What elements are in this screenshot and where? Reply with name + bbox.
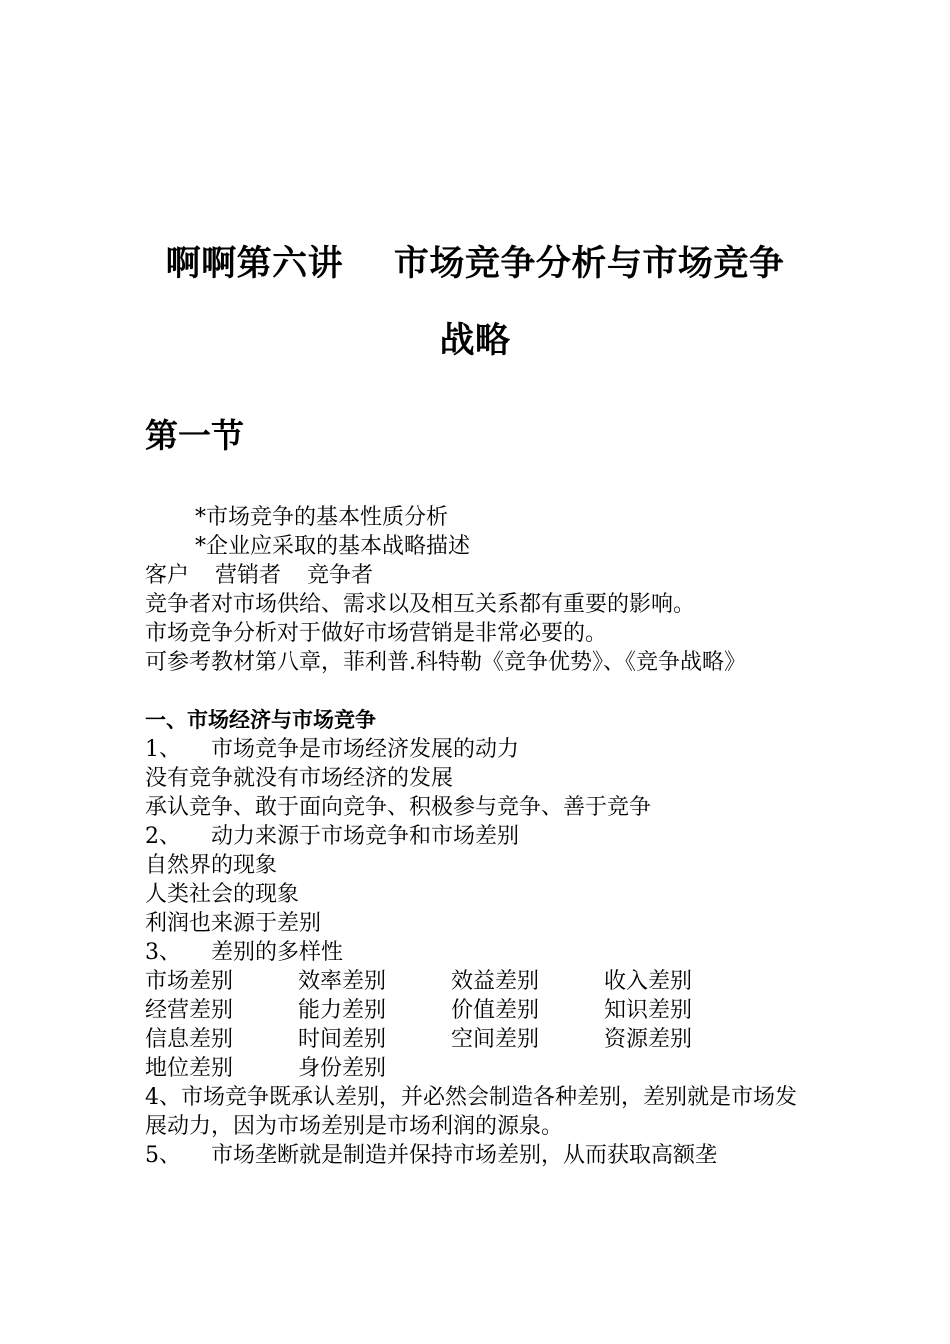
- difference-cell: 身份差别: [298, 1056, 387, 1081]
- paragraph: 可参考教材第八章，菲利普.科特勒《竞争优势》、《竞争战略》: [145, 650, 746, 675]
- item-text: 市场垄断就是制造并保持市场差别，从而获取高额垄: [211, 1143, 718, 1168]
- difference-cell: 时间差别: [298, 1027, 387, 1052]
- paragraph: 竞争者对市场供给、需求以及相互关系都有重要的影响。: [145, 592, 696, 617]
- item-number: 1、: [145, 737, 181, 762]
- difference-row: [145, 996, 810, 1025]
- text-line: 利润也来源于差别: [145, 911, 322, 936]
- text-line: 承认竞争、敢于面向竞争、积极参与竞争、善于竞争: [145, 795, 652, 820]
- difference-cell: 经营差别: [145, 998, 234, 1023]
- difference-cell: 市场差别: [145, 969, 234, 994]
- item-text: 动力来源于市场竞争和市场差别: [211, 824, 520, 849]
- difference-cell: 资源差别: [604, 1027, 693, 1052]
- text-line: 人类社会的现象: [145, 882, 300, 907]
- difference-row: [145, 967, 810, 996]
- paragraph: 市场竞争分析对于做好市场营销是非常必要的。: [145, 621, 608, 646]
- document-title-line-1: 啊啊第六讲 市场竞争分析与市场竞争: [165, 244, 785, 284]
- numbered-item: [145, 735, 810, 764]
- difference-cell: 效率差别: [298, 969, 387, 994]
- item-number: 3、: [145, 940, 181, 965]
- text-line: 没有竞争就没有市场经济的发展: [145, 766, 454, 791]
- numbered-item: [145, 822, 810, 851]
- item-text: 差别的多样性: [211, 940, 344, 965]
- difference-cell: 知识差别: [604, 998, 693, 1023]
- difference-cell: 价值差别: [451, 998, 540, 1023]
- item-number: 5、: [145, 1143, 181, 1168]
- difference-row: [145, 1025, 810, 1054]
- bullet-line: *企业应采取的基本战略描述: [195, 534, 471, 559]
- difference-cell: 效益差别: [451, 969, 540, 994]
- text-line: 自然界的现象: [145, 853, 278, 878]
- role-customer: 客户: [145, 563, 190, 588]
- difference-cell: 地位差别: [145, 1056, 234, 1081]
- section-heading: 第一节: [145, 416, 244, 455]
- role-marketer: 营销者: [215, 563, 282, 588]
- document-title-line-2: 战略: [439, 321, 511, 361]
- numbered-item: [145, 938, 810, 967]
- difference-cell: 能力差别: [298, 998, 387, 1023]
- difference-cell: 信息差别: [145, 1027, 234, 1052]
- document-body: [145, 503, 810, 1170]
- numbered-paragraph: 4、市场竞争既承认差别，并必然会制造各种差别，差别就是市场发展动力，因为市场差别是市场利润的源泉。: [145, 1085, 797, 1139]
- item-text: 市场竞争是市场经济发展的动力: [211, 737, 520, 762]
- difference-cell: 空间差别: [451, 1027, 540, 1052]
- blank-line: [145, 677, 810, 706]
- item-number: 2、: [145, 824, 181, 849]
- role-competitor: 竞争者: [307, 563, 374, 588]
- difference-cell: 收入差别: [604, 969, 693, 994]
- numbered-item: [145, 1141, 810, 1170]
- bullet-line: *市场竞争的基本性质分析: [195, 505, 449, 530]
- roles-line: [145, 561, 810, 590]
- subheading: 一、市场经济与市场竞争: [145, 708, 376, 732]
- difference-row: [145, 1054, 810, 1083]
